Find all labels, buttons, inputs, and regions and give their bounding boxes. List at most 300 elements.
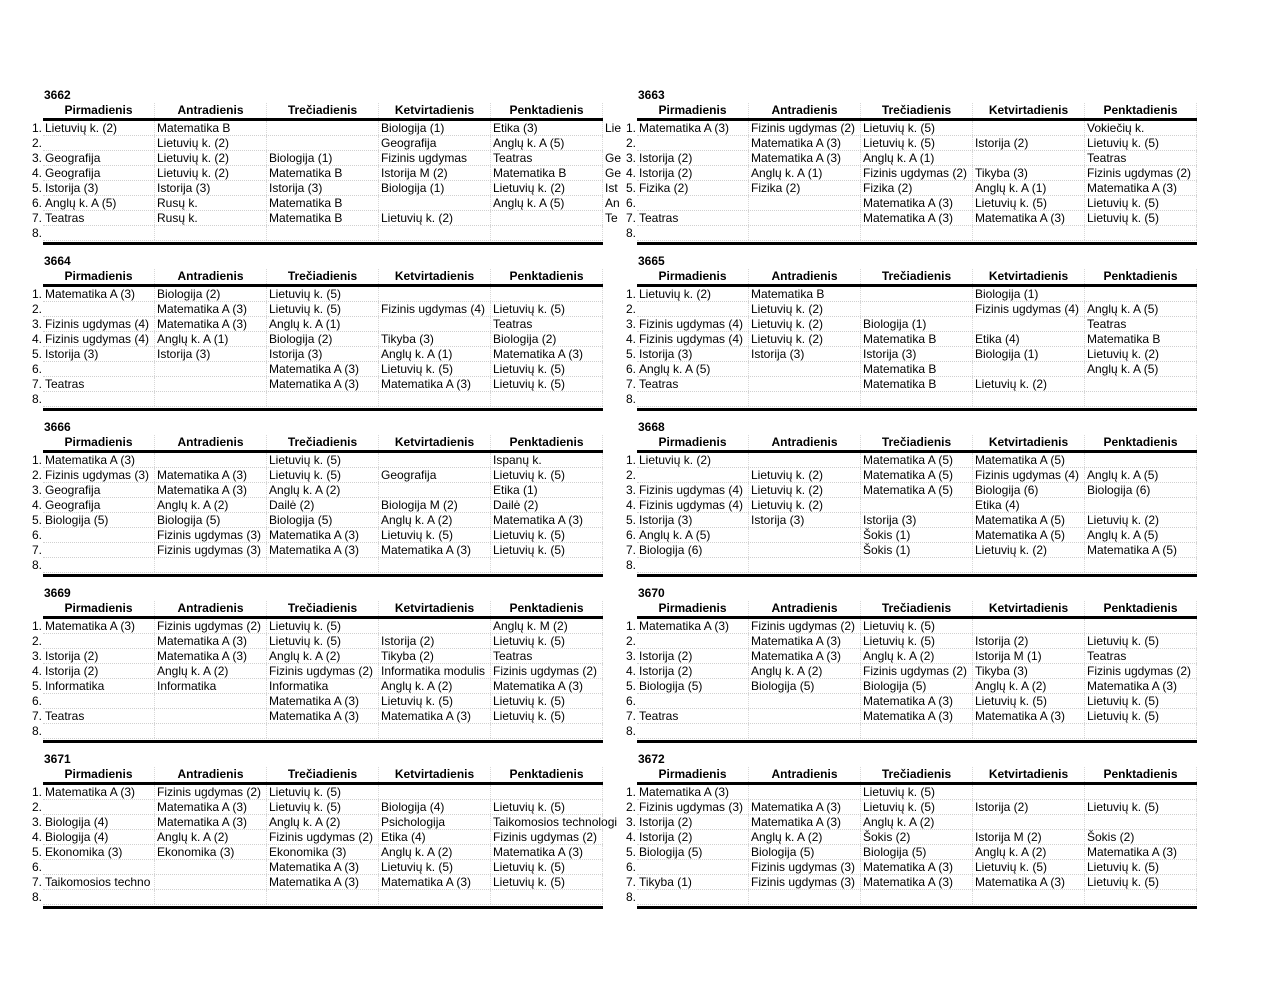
lesson-cell[interactable]: Rusų k. xyxy=(155,196,267,210)
lesson-cell[interactable]: Lietuvių k. (2) xyxy=(973,543,1085,557)
lesson-cell[interactable] xyxy=(637,558,749,572)
lesson-cell[interactable]: Lietuvių k. (2) xyxy=(155,151,267,165)
lesson-cell[interactable] xyxy=(637,226,749,240)
lesson-cell[interactable] xyxy=(267,121,379,135)
lesson-cell[interactable]: Lietuvių k. (5) xyxy=(973,860,1085,874)
lesson-cell[interactable]: Lietuvių k. (5) xyxy=(379,528,491,542)
lesson-cell[interactable]: Biologija (4) xyxy=(379,800,491,814)
lesson-cell[interactable]: Biologija (2) xyxy=(267,332,379,346)
lesson-cell[interactable]: Biologija (1) xyxy=(973,347,1085,361)
lesson-cell[interactable] xyxy=(637,136,749,150)
lesson-cell[interactable]: Anglų k. A (2) xyxy=(379,513,491,527)
lesson-cell[interactable]: Istorija (3) xyxy=(43,347,155,361)
lesson-cell[interactable]: Etika (4) xyxy=(379,830,491,844)
lesson-cell[interactable]: Matematika A (3) xyxy=(43,287,155,301)
lesson-cell[interactable]: Lietuvių k. (5) xyxy=(491,694,603,708)
lesson-cell[interactable]: Fizinis ugdymas (4) xyxy=(637,483,749,497)
lesson-cell[interactable]: Lietuvių k. (5) xyxy=(861,785,973,799)
lesson-cell[interactable]: Anglų k. A (1) xyxy=(155,332,267,346)
lesson-cell[interactable] xyxy=(43,724,155,738)
lesson-cell[interactable]: Anglų k. A (1) xyxy=(267,317,379,331)
lesson-cell[interactable]: Lietuvių k. (2) xyxy=(749,332,861,346)
lesson-cell[interactable]: Psichologija xyxy=(379,815,491,829)
lesson-cell[interactable]: Matematika A (5) xyxy=(861,453,973,467)
lesson-cell[interactable]: Tikyba (1) xyxy=(637,875,749,889)
lesson-cell[interactable]: Matematika A (3) xyxy=(155,483,267,497)
lesson-cell[interactable]: Matematika B xyxy=(749,287,861,301)
lesson-cell[interactable] xyxy=(749,528,861,542)
lesson-cell[interactable]: Matematika A (3) xyxy=(749,800,861,814)
lesson-cell[interactable] xyxy=(973,890,1085,904)
lesson-cell[interactable] xyxy=(637,468,749,482)
lesson-cell[interactable]: Matematika A (3) xyxy=(43,619,155,633)
lesson-cell[interactable]: Ekonomika (3) xyxy=(155,845,267,859)
lesson-cell[interactable] xyxy=(491,211,603,225)
lesson-cell[interactable] xyxy=(155,875,267,889)
lesson-cell[interactable]: Biologija (5) xyxy=(749,845,861,859)
lesson-cell[interactable]: Matematika A (3) xyxy=(749,151,861,165)
lesson-cell[interactable]: Istorija (3) xyxy=(749,347,861,361)
lesson-cell[interactable]: Anglų k. A (2) xyxy=(973,679,1085,693)
lesson-cell[interactable]: Matematika A (3) xyxy=(491,513,603,527)
lesson-cell[interactable]: Matematika B xyxy=(1085,332,1197,346)
lesson-cell[interactable] xyxy=(267,392,379,406)
lesson-cell[interactable] xyxy=(155,226,267,240)
lesson-cell[interactable] xyxy=(379,196,491,210)
lesson-cell[interactable]: Anglų k. A (2) xyxy=(379,845,491,859)
lesson-cell[interactable]: Biologija (2) xyxy=(155,287,267,301)
lesson-cell[interactable]: Anglų k. A (2) xyxy=(155,498,267,512)
lesson-cell[interactable] xyxy=(155,558,267,572)
lesson-cell[interactable] xyxy=(749,709,861,723)
lesson-cell[interactable] xyxy=(861,724,973,738)
lesson-cell[interactable]: Anglų k. A (2) xyxy=(749,664,861,678)
lesson-cell[interactable]: Matematika A (5) xyxy=(973,453,1085,467)
lesson-cell[interactable]: Biologija (5) xyxy=(267,513,379,527)
lesson-cell[interactable] xyxy=(637,196,749,210)
lesson-cell[interactable] xyxy=(267,558,379,572)
lesson-cell[interactable] xyxy=(861,226,973,240)
lesson-cell[interactable]: Matematika A (3) xyxy=(43,785,155,799)
lesson-cell[interactable]: Taikomosios technologi xyxy=(493,815,618,829)
lesson-cell[interactable]: Geografija xyxy=(43,498,155,512)
lesson-cell[interactable]: Matematika A (3) xyxy=(379,543,491,557)
lesson-cell[interactable]: Lietuvių k. (2) xyxy=(155,136,267,150)
lesson-cell[interactable] xyxy=(379,724,491,738)
lesson-cell[interactable]: Etika (4) xyxy=(973,332,1085,346)
lesson-cell[interactable]: Lietuvių k. (2) xyxy=(637,287,749,301)
lesson-cell[interactable]: Istorija M (2) xyxy=(973,830,1085,844)
lesson-cell[interactable] xyxy=(861,392,973,406)
lesson-cell[interactable]: Tikyba (3) xyxy=(973,664,1085,678)
lesson-cell[interactable]: Anglų k. A (5) xyxy=(1085,302,1197,316)
lesson-cell[interactable]: Matematika A (3) xyxy=(267,362,379,376)
lesson-cell[interactable]: Istorija (2) xyxy=(973,800,1085,814)
lesson-cell[interactable]: Anglų k. A (2) xyxy=(155,830,267,844)
lesson-cell[interactable] xyxy=(379,785,491,799)
lesson-cell[interactable] xyxy=(491,226,603,240)
lesson-cell[interactable]: Šokis (1) xyxy=(861,528,973,542)
lesson-cell[interactable]: Fizinis ugdymas (3) xyxy=(155,528,267,542)
lesson-cell[interactable] xyxy=(1085,453,1197,467)
lesson-cell[interactable]: Biologija (5) xyxy=(155,513,267,527)
lesson-cell[interactable] xyxy=(1085,815,1197,829)
lesson-cell[interactable]: Teatras xyxy=(43,211,155,225)
lesson-cell[interactable]: Lietuvių k. (5) xyxy=(861,619,973,633)
lesson-cell[interactable]: Lietuvių k. (5) xyxy=(1085,694,1197,708)
lesson-cell[interactable]: Teatras xyxy=(637,709,749,723)
lesson-cell[interactable] xyxy=(1085,498,1197,512)
lesson-cell[interactable]: Anglų k. A (2) xyxy=(379,679,491,693)
lesson-cell[interactable]: Biologija (4) xyxy=(43,830,155,844)
lesson-cell[interactable]: Lietuvių k. (5) xyxy=(861,136,973,150)
lesson-cell[interactable] xyxy=(749,392,861,406)
lesson-cell[interactable]: Matematika A (5) xyxy=(973,528,1085,542)
lesson-cell[interactable]: Lietuvių k. (5) xyxy=(1085,709,1197,723)
lesson-cell[interactable]: Fizinis ugdymas (3) xyxy=(749,860,861,874)
lesson-cell[interactable]: Informatika modulis xyxy=(379,664,491,678)
lesson-cell[interactable] xyxy=(749,543,861,557)
lesson-cell[interactable] xyxy=(491,558,603,572)
lesson-cell[interactable]: Šokis (1) xyxy=(861,543,973,557)
lesson-cell[interactable]: Teatras xyxy=(637,377,749,391)
lesson-cell[interactable]: Lietuvių k. (5) xyxy=(379,860,491,874)
lesson-cell[interactable]: Matematika A (3) xyxy=(861,860,973,874)
lesson-cell[interactable] xyxy=(267,724,379,738)
lesson-cell[interactable]: Lietuvių k. (2) xyxy=(749,483,861,497)
lesson-cell[interactable] xyxy=(1085,785,1197,799)
lesson-cell[interactable]: Dailė (2) xyxy=(267,498,379,512)
lesson-cell[interactable]: Lietuvių k. (5) xyxy=(491,860,603,874)
lesson-cell[interactable] xyxy=(1085,287,1197,301)
lesson-cell[interactable]: Tikyba (3) xyxy=(379,332,491,346)
lesson-cell[interactable]: Lietuvių k. (5) xyxy=(973,196,1085,210)
lesson-cell[interactable] xyxy=(637,890,749,904)
lesson-cell[interactable]: Teatras xyxy=(1085,317,1197,331)
lesson-cell[interactable]: Ekonomika (3) xyxy=(267,845,379,859)
lesson-cell[interactable]: Lietuvių k. (5) xyxy=(861,121,973,135)
lesson-cell[interactable]: Matematika A (3) xyxy=(267,377,379,391)
lesson-cell[interactable]: Rusų k. xyxy=(155,211,267,225)
lesson-cell[interactable] xyxy=(861,287,973,301)
lesson-cell[interactable]: Istorija (2) xyxy=(43,664,155,678)
lesson-cell[interactable]: Lietuvių k. (5) xyxy=(1085,860,1197,874)
lesson-cell[interactable]: Fizinis ugdymas (4) xyxy=(43,317,155,331)
lesson-cell[interactable]: Matematika B xyxy=(267,211,379,225)
lesson-cell[interactable] xyxy=(861,890,973,904)
lesson-cell[interactable] xyxy=(1085,226,1197,240)
lesson-cell[interactable]: Matematika A (5) xyxy=(973,513,1085,527)
lesson-cell[interactable]: Matematika A (3) xyxy=(155,468,267,482)
lesson-cell[interactable]: Tikyba (3) xyxy=(973,166,1085,180)
lesson-cell[interactable]: Informatika xyxy=(155,679,267,693)
lesson-cell[interactable]: Anglų k. A (5) xyxy=(1085,528,1197,542)
lesson-cell[interactable]: Lietuvių k. (5) xyxy=(491,543,603,557)
lesson-cell[interactable]: Istorija (2) xyxy=(973,136,1085,150)
lesson-cell[interactable]: Lietuvių k. (2) xyxy=(749,468,861,482)
lesson-cell[interactable] xyxy=(1085,558,1197,572)
lesson-cell[interactable]: Lietuvių k. (5) xyxy=(267,785,379,799)
lesson-cell[interactable]: Matematika A (3) xyxy=(637,785,749,799)
lesson-cell[interactable]: Fizika (2) xyxy=(861,181,973,195)
lesson-cell[interactable] xyxy=(973,317,1085,331)
lesson-cell[interactable]: Geografija xyxy=(43,483,155,497)
lesson-cell[interactable]: Fizinis ugdymas (2) xyxy=(861,166,973,180)
lesson-cell[interactable]: Anglų k. A (5) xyxy=(491,136,603,150)
lesson-cell[interactable] xyxy=(379,453,491,467)
lesson-cell[interactable]: Matematika A (3) xyxy=(267,875,379,889)
lesson-cell[interactable] xyxy=(973,362,1085,376)
lesson-cell[interactable]: Matematika B xyxy=(861,377,973,391)
lesson-cell[interactable]: Anglų k. A (5) xyxy=(637,528,749,542)
lesson-cell[interactable]: Matematika A (3) xyxy=(861,875,973,889)
lesson-cell[interactable]: Teatras xyxy=(491,649,603,663)
lesson-cell[interactable]: Vokiečių k. xyxy=(1085,121,1197,135)
lesson-cell[interactable] xyxy=(43,543,155,557)
lesson-cell[interactable]: Fizinis ugdymas (4) xyxy=(637,332,749,346)
lesson-cell[interactable]: Biologija (1) xyxy=(379,121,491,135)
lesson-cell[interactable]: Lietuvių k. (5) xyxy=(379,362,491,376)
lesson-cell[interactable]: Istorija (2) xyxy=(973,634,1085,648)
lesson-cell[interactable]: Biologija (1) xyxy=(973,287,1085,301)
lesson-cell[interactable] xyxy=(749,558,861,572)
lesson-cell[interactable] xyxy=(637,634,749,648)
lesson-cell[interactable]: Anglų k. A (2) xyxy=(749,830,861,844)
lesson-cell[interactable] xyxy=(861,498,973,512)
lesson-cell[interactable]: Biologija (5) xyxy=(861,845,973,859)
lesson-cell[interactable] xyxy=(749,377,861,391)
lesson-cell[interactable]: Lietuvių k. (5) xyxy=(1085,875,1197,889)
lesson-cell[interactable] xyxy=(637,860,749,874)
lesson-cell[interactable] xyxy=(43,634,155,648)
lesson-cell[interactable]: Matematika B xyxy=(861,332,973,346)
lesson-cell[interactable]: Etika (4) xyxy=(973,498,1085,512)
lesson-cell[interactable] xyxy=(267,890,379,904)
lesson-cell[interactable]: Matematika A (3) xyxy=(155,800,267,814)
lesson-cell[interactable]: Matematika A (3) xyxy=(491,347,603,361)
lesson-cell[interactable] xyxy=(43,302,155,316)
lesson-cell[interactable] xyxy=(749,196,861,210)
lesson-cell[interactable]: Istorija (3) xyxy=(749,513,861,527)
lesson-cell[interactable]: Matematika A (3) xyxy=(155,815,267,829)
lesson-cell[interactable]: Matematika A (3) xyxy=(267,543,379,557)
lesson-cell[interactable]: Fizinis ugdymas (2) xyxy=(267,830,379,844)
lesson-cell[interactable] xyxy=(749,453,861,467)
lesson-cell[interactable]: Matematika A (3) xyxy=(155,634,267,648)
lesson-cell[interactable]: Fizinis ugdymas (4) xyxy=(973,468,1085,482)
lesson-cell[interactable]: Fizinis ugdymas (2) xyxy=(1085,166,1197,180)
lesson-cell[interactable]: Lietuvių k. (2) xyxy=(1085,513,1197,527)
lesson-cell[interactable]: Fizinis ugdymas (2) xyxy=(749,619,861,633)
lesson-cell[interactable]: Taikomosios techno xyxy=(43,875,155,889)
lesson-cell[interactable]: Biologija (1) xyxy=(861,317,973,331)
lesson-cell[interactable] xyxy=(155,724,267,738)
lesson-cell[interactable] xyxy=(749,362,861,376)
lesson-cell[interactable] xyxy=(379,392,491,406)
lesson-cell[interactable]: Istorija (2) xyxy=(637,830,749,844)
lesson-cell[interactable]: Fizika (2) xyxy=(637,181,749,195)
lesson-cell[interactable] xyxy=(43,392,155,406)
lesson-cell[interactable]: Geografija xyxy=(43,151,155,165)
lesson-cell[interactable] xyxy=(491,287,603,301)
lesson-cell[interactable]: Etika (1) xyxy=(491,483,603,497)
lesson-cell[interactable]: Lietuvių k. (5) xyxy=(1085,196,1197,210)
lesson-cell[interactable] xyxy=(43,558,155,572)
lesson-cell[interactable]: Informatika xyxy=(43,679,155,693)
lesson-cell[interactable]: Istorija M (1) xyxy=(973,649,1085,663)
lesson-cell[interactable]: Anglų k. A (5) xyxy=(637,362,749,376)
lesson-cell[interactable]: Matematika B xyxy=(267,166,379,180)
lesson-cell[interactable]: Biologija M (2) xyxy=(379,498,491,512)
lesson-cell[interactable]: Fizinis ugdymas (4) xyxy=(973,302,1085,316)
lesson-cell[interactable]: Matematika B xyxy=(267,196,379,210)
lesson-cell[interactable] xyxy=(973,121,1085,135)
lesson-cell[interactable] xyxy=(491,890,603,904)
lesson-cell[interactable] xyxy=(861,302,973,316)
lesson-cell[interactable]: Matematika B xyxy=(155,121,267,135)
lesson-cell[interactable]: Matematika A (3) xyxy=(749,649,861,663)
lesson-cell[interactable]: Fizinis ugdymas (4) xyxy=(637,317,749,331)
lesson-cell[interactable]: Lietuvių k. (5) xyxy=(491,302,603,316)
lesson-cell[interactable] xyxy=(43,694,155,708)
lesson-cell[interactable]: Lietuvių k. (5) xyxy=(1085,211,1197,225)
lesson-cell[interactable]: Anglų k. A (5) xyxy=(43,196,155,210)
lesson-cell[interactable]: Fizinis ugdymas (2) xyxy=(155,785,267,799)
lesson-cell[interactable] xyxy=(155,453,267,467)
lesson-cell[interactable] xyxy=(155,377,267,391)
lesson-cell[interactable]: Istorija (2) xyxy=(637,166,749,180)
lesson-cell[interactable]: Istorija (3) xyxy=(861,347,973,361)
lesson-cell[interactable] xyxy=(973,558,1085,572)
lesson-cell[interactable]: Lietuvių k. (5) xyxy=(861,634,973,648)
lesson-cell[interactable] xyxy=(749,785,861,799)
lesson-cell[interactable] xyxy=(491,392,603,406)
lesson-cell[interactable] xyxy=(973,151,1085,165)
lesson-cell[interactable]: Ispanų k. xyxy=(491,453,603,467)
lesson-cell[interactable]: Matematika A (3) xyxy=(155,649,267,663)
lesson-cell[interactable]: Dailė (2) xyxy=(491,498,603,512)
lesson-cell[interactable]: Lietuvių k. (5) xyxy=(1085,634,1197,648)
lesson-cell[interactable]: Lietuvių k. (5) xyxy=(861,800,973,814)
lesson-cell[interactable]: Anglų k. A (2) xyxy=(861,649,973,663)
lesson-cell[interactable]: Matematika A (3) xyxy=(267,528,379,542)
lesson-cell[interactable]: Lietuvių k. (5) xyxy=(267,302,379,316)
lesson-cell[interactable]: Lietuvių k. (5) xyxy=(267,619,379,633)
lesson-cell[interactable]: Tikyba (2) xyxy=(379,649,491,663)
lesson-cell[interactable]: Lietuvių k. (5) xyxy=(379,694,491,708)
lesson-cell[interactable]: Matematika A (3) xyxy=(861,211,973,225)
lesson-cell[interactable]: Biologija (2) xyxy=(491,332,603,346)
lesson-cell[interactable]: Šokis (2) xyxy=(861,830,973,844)
lesson-cell[interactable] xyxy=(1085,392,1197,406)
lesson-cell[interactable] xyxy=(43,226,155,240)
lesson-cell[interactable]: Lietuvių k. (5) xyxy=(267,287,379,301)
lesson-cell[interactable] xyxy=(155,392,267,406)
lesson-cell[interactable]: Matematika A (3) xyxy=(749,136,861,150)
lesson-cell[interactable]: Fizinis ugdymas (2) xyxy=(491,830,603,844)
lesson-cell[interactable]: Biologija (4) xyxy=(43,815,155,829)
lesson-cell[interactable]: Fizinis ugdymas (4) xyxy=(379,302,491,316)
lesson-cell[interactable]: Istorija (2) xyxy=(379,634,491,648)
lesson-cell[interactable]: Istorija (3) xyxy=(637,347,749,361)
lesson-cell[interactable]: Lietuvių k. (5) xyxy=(491,468,603,482)
lesson-cell[interactable] xyxy=(43,890,155,904)
lesson-cell[interactable]: Anglų k. A (2) xyxy=(973,845,1085,859)
lesson-cell[interactable]: Matematika A (3) xyxy=(861,709,973,723)
lesson-cell[interactable] xyxy=(973,785,1085,799)
lesson-cell[interactable]: Biologija (5) xyxy=(43,513,155,527)
lesson-cell[interactable]: Matematika A (3) xyxy=(267,860,379,874)
lesson-cell[interactable]: Teatras xyxy=(1085,151,1197,165)
lesson-cell[interactable]: Lietuvių k. (5) xyxy=(491,875,603,889)
lesson-cell[interactable]: Biologija (5) xyxy=(749,679,861,693)
lesson-cell[interactable]: Matematika A (3) xyxy=(267,694,379,708)
lesson-cell[interactable]: Lietuvių k. (2) xyxy=(379,211,491,225)
lesson-cell[interactable] xyxy=(491,724,603,738)
lesson-cell[interactable]: Teatras xyxy=(491,151,603,165)
lesson-cell[interactable]: Biologija (5) xyxy=(637,679,749,693)
lesson-cell[interactable]: Lietuvių k. (5) xyxy=(267,800,379,814)
lesson-cell[interactable] xyxy=(973,226,1085,240)
lesson-cell[interactable] xyxy=(749,890,861,904)
lesson-cell[interactable] xyxy=(973,392,1085,406)
lesson-cell[interactable]: Etika (3) xyxy=(491,121,603,135)
lesson-cell[interactable]: Matematika A (5) xyxy=(1085,543,1197,557)
lesson-cell[interactable] xyxy=(861,558,973,572)
lesson-cell[interactable] xyxy=(155,860,267,874)
lesson-cell[interactable] xyxy=(973,619,1085,633)
lesson-cell[interactable]: Matematika A (3) xyxy=(973,211,1085,225)
lesson-cell[interactable]: Istorija (2) xyxy=(43,649,155,663)
lesson-cell[interactable]: Matematika A (3) xyxy=(43,453,155,467)
lesson-cell[interactable]: Fizinis ugdymas (2) xyxy=(1085,664,1197,678)
lesson-cell[interactable]: Biologija (6) xyxy=(1085,483,1197,497)
lesson-cell[interactable]: Anglų k. A (1) xyxy=(861,151,973,165)
lesson-cell[interactable] xyxy=(155,709,267,723)
lesson-cell[interactable]: Fizinis ugdymas (2) xyxy=(155,619,267,633)
lesson-cell[interactable]: Geografija xyxy=(379,136,491,150)
lesson-cell[interactable] xyxy=(973,724,1085,738)
lesson-cell[interactable] xyxy=(1085,890,1197,904)
lesson-cell[interactable]: Biologija (6) xyxy=(637,543,749,557)
lesson-cell[interactable]: Lietuvių k. (5) xyxy=(491,634,603,648)
lesson-cell[interactable]: Matematika A (3) xyxy=(1085,845,1197,859)
lesson-cell[interactable]: Istorija (3) xyxy=(267,347,379,361)
lesson-cell[interactable]: Geografija xyxy=(379,468,491,482)
lesson-cell[interactable] xyxy=(379,558,491,572)
lesson-cell[interactable] xyxy=(749,694,861,708)
lesson-cell[interactable]: Fizinis ugdymas (2) xyxy=(267,664,379,678)
lesson-cell[interactable]: Matematika A (3) xyxy=(379,875,491,889)
lesson-cell[interactable] xyxy=(379,483,491,497)
lesson-cell[interactable] xyxy=(43,860,155,874)
lesson-cell[interactable]: Teatras xyxy=(43,709,155,723)
lesson-cell[interactable]: Lietuvių k. (5) xyxy=(491,528,603,542)
lesson-cell[interactable] xyxy=(43,528,155,542)
lesson-cell[interactable]: Matematika A (5) xyxy=(861,468,973,482)
lesson-cell[interactable]: Istorija (3) xyxy=(267,181,379,195)
lesson-cell[interactable]: Matematika A (3) xyxy=(861,694,973,708)
lesson-cell[interactable]: Anglų k. A (1) xyxy=(973,181,1085,195)
lesson-cell[interactable]: Istorija (3) xyxy=(637,513,749,527)
lesson-cell[interactable]: Lietuvių k. (2) xyxy=(1085,347,1197,361)
lesson-cell[interactable] xyxy=(1085,724,1197,738)
lesson-cell[interactable] xyxy=(379,619,491,633)
lesson-cell[interactable] xyxy=(155,362,267,376)
lesson-cell[interactable]: Geografija xyxy=(43,166,155,180)
lesson-cell[interactable]: Lietuvių k. (2) xyxy=(973,377,1085,391)
lesson-cell[interactable]: Lietuvių k. (2) xyxy=(491,181,603,195)
